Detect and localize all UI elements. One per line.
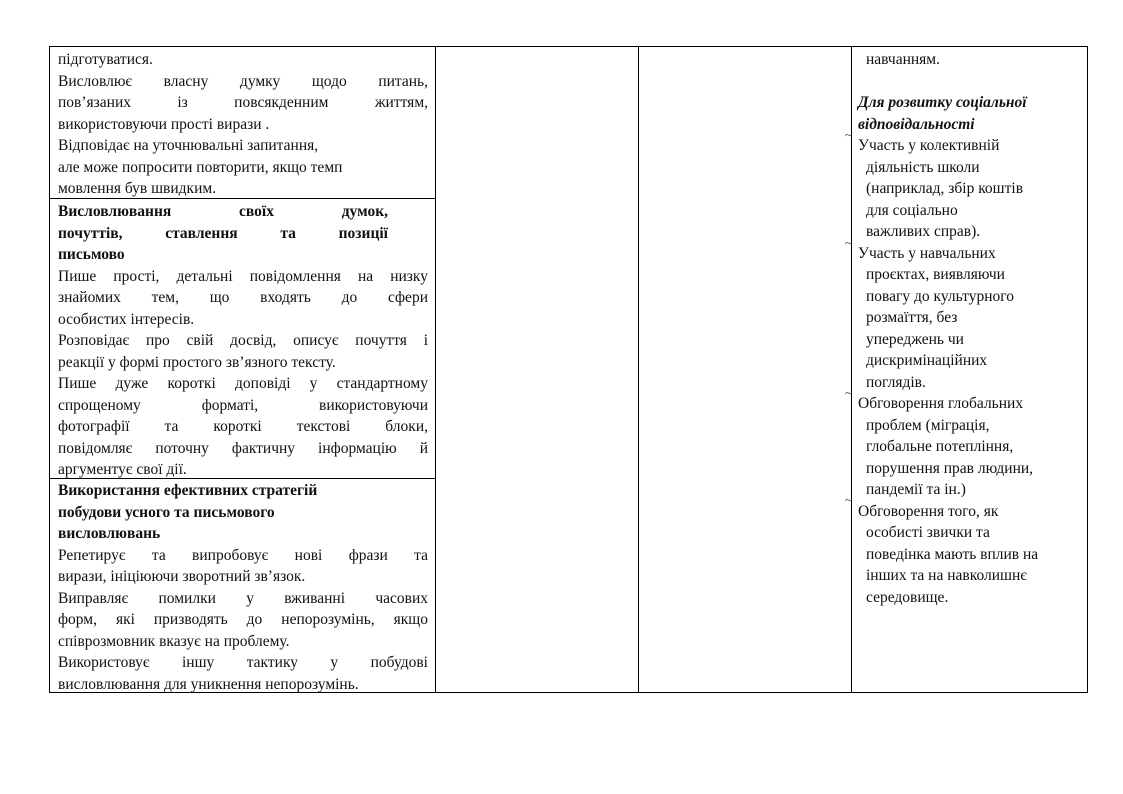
- text-line: Висловлює власну думку щодо питань,: [58, 72, 428, 90]
- social-responsibility-cell: [858, 49, 1083, 608]
- column-divider-2: [638, 46, 639, 693]
- column-divider-3: [851, 46, 852, 693]
- text-line: навчанням.: [866, 51, 940, 68]
- text-line: діяльність школи: [866, 158, 980, 176]
- section-heading: відповідальності: [858, 115, 975, 133]
- section-heading: письмово: [58, 246, 125, 263]
- text-line: висловлювання для уникнення непорозумінь.: [58, 675, 359, 693]
- text-line: Участь у навчальних: [858, 244, 996, 262]
- text-line: Обговорення глобальних: [858, 395, 1024, 412]
- activity-item: [858, 135, 1083, 243]
- text-line: але може попросити повторити, якщо темп: [58, 158, 343, 176]
- text-line: Використовує іншу тактику у побудові: [58, 654, 428, 671]
- table-border-right: [1087, 46, 1088, 693]
- text-line: повагу до культурного: [866, 287, 1014, 305]
- text-line: повідомляє поточну фактичну інформацію й: [58, 439, 428, 457]
- text-line: Відповідає на уточнювальні запитання,: [58, 137, 319, 154]
- text-line: реакції у формі простого зв’язного тексту.: [58, 353, 336, 371]
- text-line: розмаїття, без: [866, 309, 958, 326]
- text-line: використовуючи прості вирази .: [58, 115, 270, 133]
- section-heading: почуттів, ставлення та позиції: [58, 224, 388, 242]
- activity-list: [858, 135, 1083, 608]
- writing-cell: [58, 201, 428, 481]
- bullet-mark-icon: ~: [845, 235, 853, 250]
- text-line: мовлення був швидким.: [58, 180, 217, 197]
- text-line: важливих справ).: [866, 223, 981, 240]
- text-line: поглядів.: [866, 373, 926, 391]
- column-divider-1: [435, 46, 436, 693]
- spacer: [858, 71, 1083, 93]
- activity-item: [858, 393, 1083, 501]
- bullet-mark-icon: ~: [845, 492, 853, 507]
- activity-item: [858, 501, 1083, 609]
- text-line: проєктах, виявляючи: [866, 266, 1005, 283]
- speaking-cell: [58, 49, 428, 200]
- text-line: порушення прав людини,: [866, 459, 1034, 477]
- text-line: Виправляє помилки у вживанні часових: [58, 589, 428, 607]
- text-line: інших та на навколишнє: [866, 567, 1027, 584]
- section-heading: Висловлювання своїх думок,: [58, 203, 388, 220]
- text-line: проблем (міграція,: [866, 416, 990, 434]
- text-line: співрозмовник вказує на проблему.: [58, 632, 290, 650]
- section-heading: побудови усного та письмового: [58, 503, 275, 521]
- text-line: дискримінаційних: [866, 352, 988, 369]
- text-line: для соціально: [866, 201, 958, 219]
- text-line: (наприклад, збір коштів: [866, 180, 1024, 197]
- text-line: вирази, ініціюючи зворотний зв’язок.: [58, 568, 306, 585]
- text-line: Репетирує та випробовує нові фрази та: [58, 546, 428, 564]
- text-line: знайомих тем, що входять до сфери: [58, 289, 428, 306]
- text-line: спрощеному форматі, використовуючи: [58, 396, 428, 414]
- text-line: форм, які призводять до непорозумінь, якщо: [58, 611, 428, 628]
- text-line: пов’язаних із повсякденним життям,: [58, 94, 428, 111]
- text-line: Пише дуже короткі доповіді у стандартному: [58, 375, 428, 392]
- text-line: підготуватися.: [58, 51, 153, 68]
- section-heading: Використання ефективних стратегій: [58, 482, 318, 499]
- text-line: фотографії та короткі текстові блоки,: [58, 418, 428, 435]
- text-line: Участь у колективній: [858, 137, 1000, 154]
- text-line: Пише прості, детальні повідомлення на низку: [58, 267, 428, 285]
- activity-item: [858, 243, 1083, 394]
- text-line: упереджень чи: [866, 330, 964, 348]
- text-line: особисті звички та: [866, 524, 990, 541]
- text-line: середовище.: [866, 588, 949, 606]
- table-border-left: [49, 46, 50, 693]
- text-line: аргументує свої дії.: [58, 461, 187, 478]
- text-line: глобальне потепління,: [866, 438, 1014, 455]
- text-line: поведінка мають вплив на: [866, 545, 1039, 563]
- strategies-cell: [58, 480, 428, 695]
- section-heading: висловлювань: [58, 525, 161, 542]
- text-line: особистих інтересів.: [58, 310, 195, 328]
- text-line: Обговорення того, як: [858, 502, 999, 520]
- text-line: Розповідає про свій досвід, описує почуття і: [58, 332, 428, 349]
- bullet-mark-icon: ~: [845, 385, 853, 400]
- table-border-top: [49, 46, 1088, 47]
- text-line: пандемії та ін.): [866, 481, 966, 498]
- bullet-mark-icon: ~: [845, 127, 853, 142]
- section-heading: Для розвитку соціальної: [858, 94, 1027, 111]
